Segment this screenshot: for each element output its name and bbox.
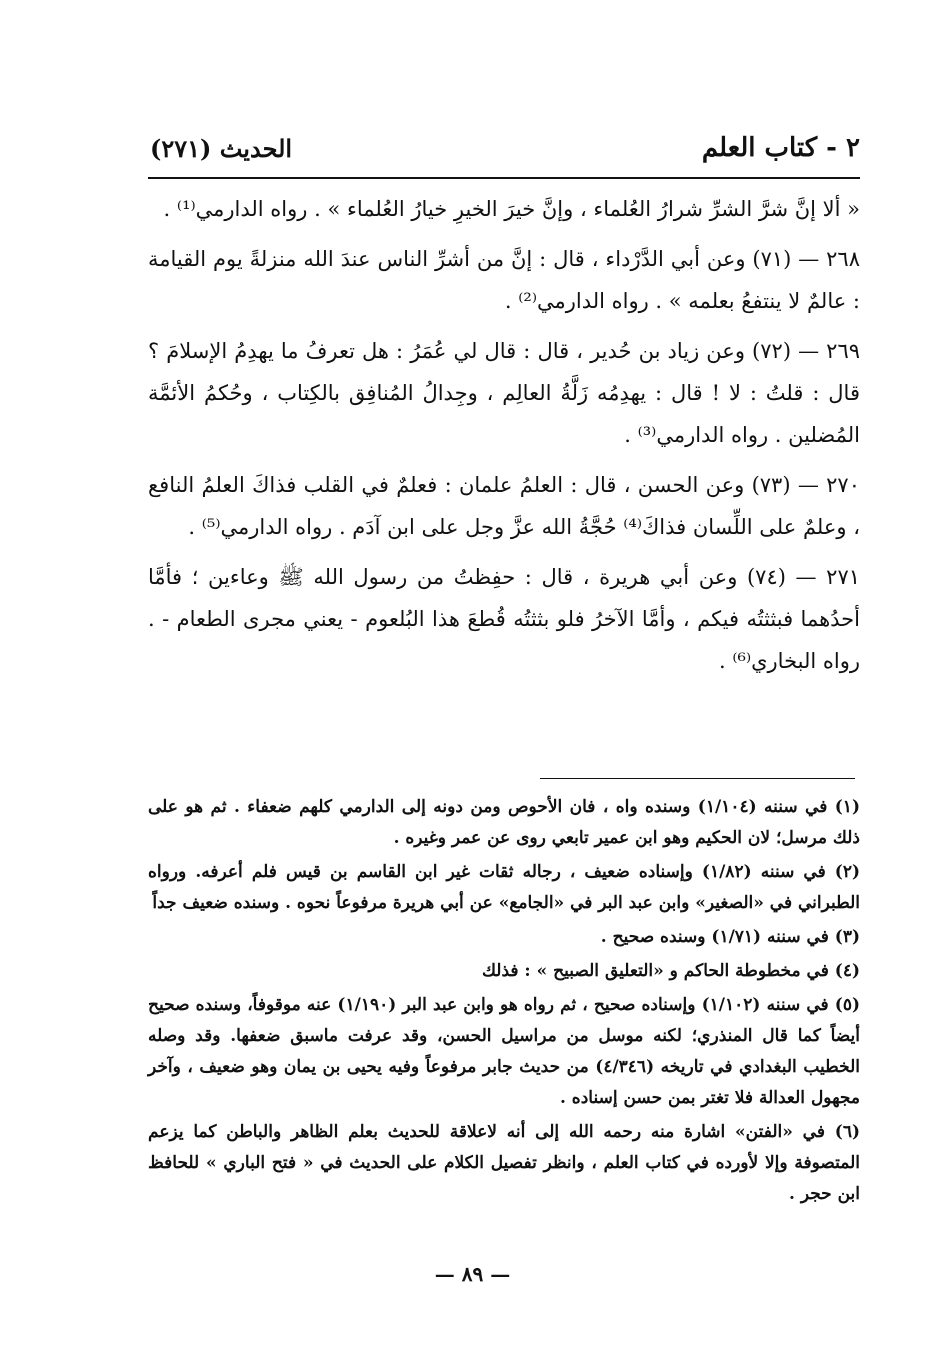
- paragraph: « ألا إنَّ شرَّ الشرِّ شرارُ العُلماء ، وإنَّ خيرَ الخيرِ خيارُ العُلماء » . رواه الدارمي⁽¹⁾ .: [163, 197, 860, 221]
- footnote-4: (٤) في مخطوطة الحاكم و «التعليق الصبيح » : فذلك: [481, 961, 860, 981]
- hadith-270: ٢٧٠ — (٧٣) وعن الحسن ، قال : العلمُ علمان : فعلمٌ في القلب فذاكَ العلمُ النافع ، وعلمٌ على اللِّسان فذاكَ⁽⁴⁾ حُجَّةُ الله عزَّ وجل على ابن آدَم . رواه الدارمي⁽⁵⁾ .: [148, 473, 860, 539]
- footnote-3: (٣) في سننه (١/٧١) وسنده صحيح .: [600, 927, 860, 947]
- main-text: [148, 188, 860, 690]
- header-divider: [148, 177, 860, 179]
- page-header: [150, 122, 860, 174]
- book-title: ٢ - كتاب العلم: [701, 133, 860, 163]
- footnote-2: (٢) في سننه (١/٨٢) وإسناده ضعيف ، رجاله ثقات غير ابن القاسم بن قيس فلم أعرفه. ورواه الطبراني في «الصغير» وابن عبد البر في «الجامع» عن أبي هريرة مرفوعاً نحوه . وسنده ضعيف جداً: [148, 862, 861, 913]
- footnotes: [148, 792, 860, 1213]
- footnote-5: (٥) في سننه (١/١٠٢) وإسناده صحيح ، ثم رواه هو وابن عبد البر (١/١٩٠) عنه موقوفاً، وسنده صحيح أيضاً كما قال المنذري؛ لكنه موسل من مراسيل الحسن، وقد عرفت ماسبق ضعفها. وقد وصله الخطيب البغدادي في تاريخه (٤/٣٤٦) من حديث جابر مرفوعاً وفيه يحيى بن يمان وهو ضعيف ، وآخر مجهول العدالة فلا تغتر بمن حسن إسناده .: [148, 995, 860, 1108]
- hadith-range: الحديث (٢٧١): [150, 133, 293, 163]
- hadith-268: ٢٦٨ — (٧١) وعن أبي الدَّرْداء ، قال : إنَّ من أشرِّ الناس عندَ الله منزلةً يوم القيامة : عالمٌ لا ينتفعُ بعلمه » . رواه الدارمي⁽²⁾ .: [148, 247, 860, 313]
- footnote-6: (٦) في «الفتن» اشارة منه رحمه الله إلى أنه لاعلاقة للحديث بعلم الظاهر والباطن كما يزعم المتصوفة وإلا لأورده في كتاب العلم ، وانظر تفصيل الكلام على الحديث في « فتح الباري » للحافظ ابن حجر .: [148, 1122, 860, 1204]
- hadith-271: ٢٧١ — (٧٤) وعن أبي هريرة ، قال : حفِظتُ من رسول الله ﷺ وعاءين ؛ فأمَّا أحدُهما فبثثتُه فيكم ، وأمَّا الآخرُ فلو بثثتُه قُطعَ هذا البُلعوم - يعني مجرى الطعام - . رواه البخاري⁽⁶⁾ .: [148, 565, 861, 673]
- page-number: — ٨٩ —: [434, 1262, 511, 1286]
- footnote-divider: [540, 778, 855, 779]
- footnote-1: (١) في سننه (١/١٠٤) وسنده واه ، فان الأحوص ومن دونه إلى الدارمي كلهم ضعفاء . ثم هو على ذلك مرسل؛ لان الحكيم وهو ابن عمير تابعي روى عن عمر وغيره .: [148, 797, 860, 848]
- hadith-269: ٢٦٩ — (٧٢) وعن زياد بن حُدير ، قال : قال لي عُمَرُ : هل تعرفُ ما يهدِمُ الإسلامَ ؟ قال : قلتُ : لا ! قال : يهدِمُه زَلَّةُ العالِم ، وجِدالُ المُنافِق بالكِتاب ، وحُكمُ الأئمَّة المُضلين . رواه الدارمي⁽³⁾ .: [148, 339, 861, 447]
